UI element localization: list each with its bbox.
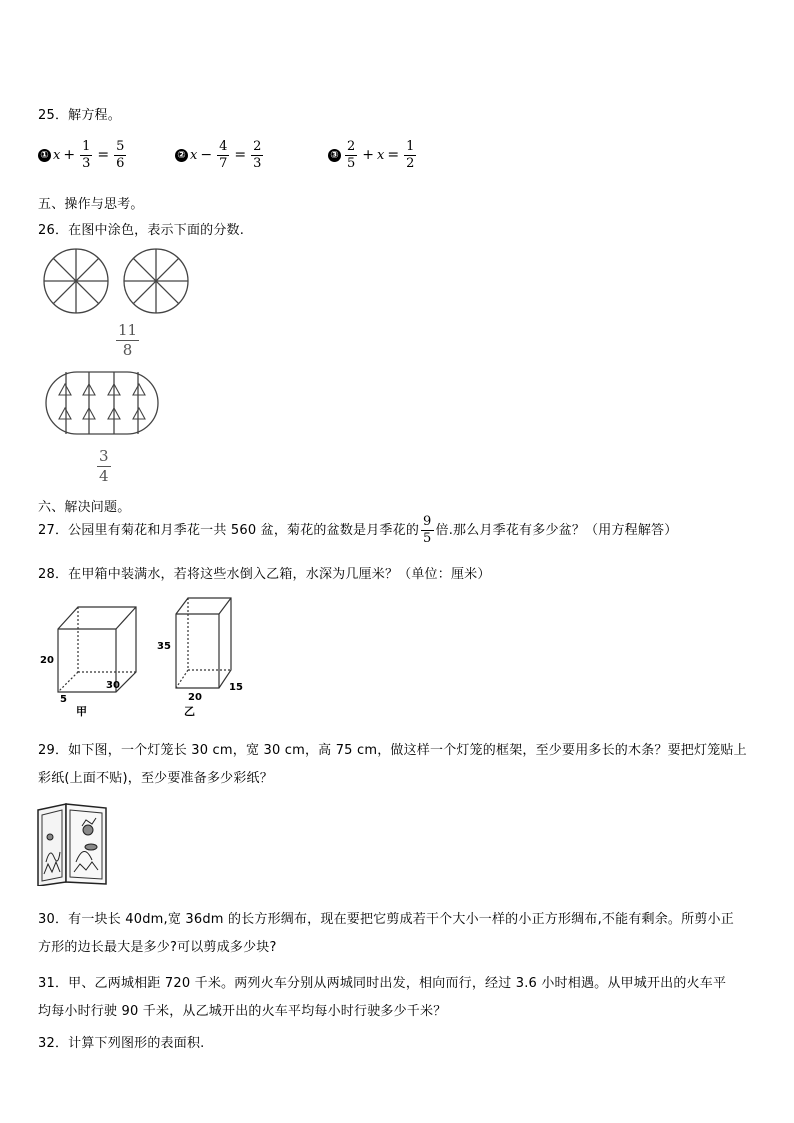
box-b-height-label: 35	[157, 641, 171, 652]
lantern-illustration	[36, 802, 108, 886]
q28-title: 28．在甲箱中装满水，若将这些水倒入乙箱，水深为几厘米？（单位：厘米）	[38, 567, 491, 582]
fraction: $\frac{2}{3}$	[253, 139, 262, 171]
q31-line-2: 均每小时行驶 90 千米，从乙城开出的火车平均每小时行驶多少千米？	[38, 1004, 447, 1019]
equation-number-3: ③	[328, 149, 341, 162]
q26-circles-figure	[40, 246, 192, 316]
box-b	[176, 598, 231, 688]
q25-equation-1: ① x + $\frac{1}{3}$ = $\frac{5}{6}$	[38, 140, 128, 171]
box-b-depth-label: 15	[229, 682, 243, 693]
q32-title: 32．计算下列图形的表面积.	[38, 1036, 205, 1051]
fraction: $\frac{5}{6}$	[116, 139, 125, 171]
box-a-name: 甲	[76, 705, 87, 718]
box-b-name: 乙	[184, 705, 195, 718]
section-6-heading: 六、解决问题。	[38, 500, 131, 515]
q26-title: 26．在图中涂色，表示下面的分数.	[38, 223, 245, 238]
q29-line-1: 29．如下图，一个灯笼长 30 cm，宽 30 cm，高 75 cm，做这样一个灯笼的框架，至少要用多长的木条？要把灯笼贴上	[38, 743, 747, 758]
q25-title: 25．解方程。	[38, 108, 121, 123]
fraction: $\frac{9}{5}$	[423, 514, 432, 546]
equation-number-2: ②	[175, 149, 188, 162]
equation-number-1: ①	[38, 149, 51, 162]
q26-fraction-3-4: $\frac{3}{4}$	[99, 447, 109, 485]
section-5-heading: 五、操作与思考。	[38, 197, 144, 212]
q31-line-1: 31．甲、乙两城相距 720 千米。两列火车分别从两城同时出发，相向而行，经过 3.6 小时相遇。从甲城开出的火车平	[38, 976, 727, 991]
circle-2	[124, 249, 188, 313]
box-b-length-label: 20	[188, 692, 202, 703]
box-a	[58, 607, 136, 692]
q30-line-1: 30．有一块长 40dm,宽 36dm 的长方形绸布，现在要把它剪成若干个大小一样的小正方形绸布,不能有剩余。所剪小正	[38, 912, 734, 927]
fraction: $\frac{4}{7}$	[219, 139, 228, 171]
q25-equation-2: ② x − $\frac{4}{7}$ = $\frac{2}{3}$	[175, 140, 265, 171]
q26-fraction-11-8: $\frac{11}{8}$	[118, 321, 138, 359]
q28-boxes-figure	[36, 592, 258, 720]
fraction: $\frac{2}{5}$	[347, 139, 356, 171]
box-a-length-label: 30	[106, 680, 120, 691]
q30-line-2: 方形的边长最大是多少?可以剪成多少块?	[38, 940, 277, 955]
box-a-depth-label: 5	[60, 694, 67, 705]
q25-equation-3: ③ $\frac{2}{5}$ + x = $\frac{1}{2}$	[328, 140, 418, 171]
q27-text: 27．公园里有菊花和月季花一共 560 盆，菊花的盆数是月季花的 $\frac{9}{5}$ 倍.那么月季花有多少盆？（用方程解答）	[38, 514, 678, 546]
q29-line-2: 彩纸(上面不贴)，至少要准备多少彩纸？	[38, 771, 273, 786]
q26-triangle-figure	[44, 368, 162, 440]
circle-1	[44, 249, 108, 313]
fraction: $\frac{1}{2}$	[406, 139, 415, 171]
fraction: $\frac{1}{3}$	[82, 139, 91, 171]
box-a-height-label: 20	[40, 655, 54, 666]
